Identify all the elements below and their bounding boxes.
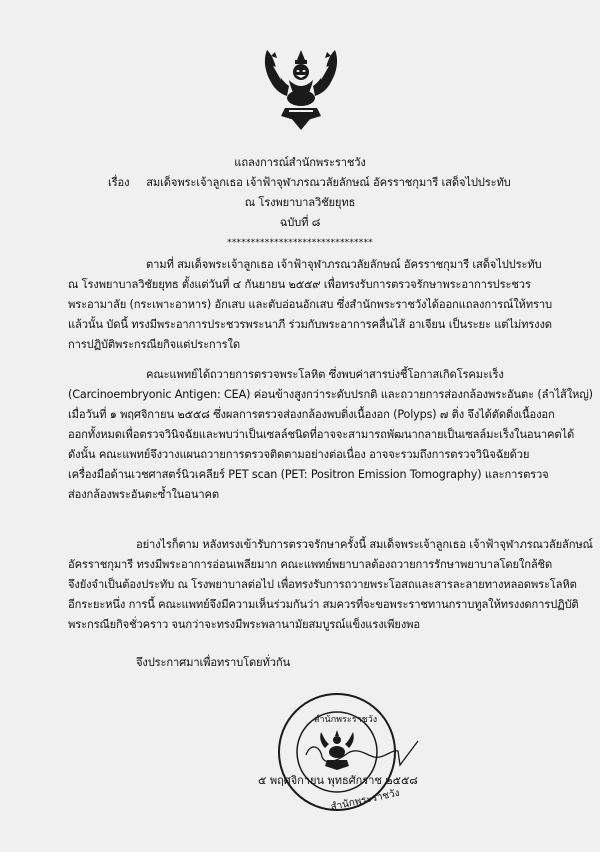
paragraph-1-line-5: การปฏิบัติพระกรณียกิจแต่ประการใด	[68, 338, 240, 351]
paragraph-1-line-2: ณ โรงพยาบาลวิชัยยุทธ ตั้งแต่วันที่ ๔ กันยายน ๒๕๕๙ เพื่อทรงรับการตรวจรักษาพระอาการประชวร	[68, 278, 531, 291]
announcement-title: แถลงการณ์สำนักพระราชวัง	[234, 156, 366, 169]
garuda-emblem-icon	[261, 46, 341, 132]
paragraph-2-line-5: ดังนั้น คณะแพทย์จึงวางแผนถวายการตรวจติดตามอย่างต่อเนื่อง อาจจะรวมถึงการตรวจวินิจฉัยด้วย	[68, 448, 530, 461]
subject-label: เรื่อง	[108, 176, 130, 189]
paragraph-3-line-1: อย่างไรก็ตาม หลังทรงเข้ารับการตรวจรักษาครั้งนี้ สมเด็จพระเจ้าลูกเธอ เจ้าฟ้าจุฬาภรณวลัยลักษณ์	[136, 538, 593, 551]
paragraph-3-line-4: อีกระยะหนึ่ง การนี้ คณะแพทย์จึงมีความเห็นร่วมกันว่า สมควรที่จะขอพระราชทานกราบทูลให้ทรงงดการปฏิบัติ	[68, 598, 579, 611]
paragraph-1-line-4: แล้วนั้น บัดนี้ ทรงมีพระอาการประชวรพระนาภี ร่วมกับพระอาการคลื่นไส้ อาเจียน เป็นระยะ แต่ไม่ทรงงด	[68, 318, 552, 331]
seal-bottom-text: สำนักพระราชวัง	[329, 787, 401, 814]
closing-statement: จึงประกาศมาเพื่อทราบโดยทั่วกัน	[136, 656, 290, 669]
signature-icon	[300, 735, 430, 775]
paragraph-3-line-3: จึงยังจำเป็นต้องประทับ ณ โรงพยาบาลต่อไป เพื่อทรงรับการถวายพระโอสถและสารละลายทางหลอดพระโลหิต	[68, 578, 577, 591]
paragraph-3-line-5: พระกรณียกิจชั่วคราว จนกว่าจะทรงมีพระพลานามัยสมบูรณ์แข็งแรงเพียงพอ	[68, 618, 420, 631]
subject-text: สมเด็จพระเจ้าลูกเธอ เจ้าฟ้าจุฬาภรณวลัยลักษณ์ อัครราชกุมารี เสด็จไปประทับ	[146, 176, 511, 189]
paragraph-2-line-6: เครื่องมือด้านเวชศาสตร์นิวเคลียร์ PET scan (PET: Positron Emission Tomography) และการตรวจ	[68, 468, 549, 481]
paragraph-1-line-1: ตามที่ สมเด็จพระเจ้าลูกเธอ เจ้าฟ้าจุฬาภรณวลัยลักษณ์ อัครราชกุมารี เสด็จไปประทับ	[146, 258, 542, 271]
paragraph-1-line-3: พระอามาลัย (กระเพาะอาหาร) อักเสบ และตับอ่อนอักเสบ ซึ่งสำนักพระราชวังได้ออกแถลงการณ์ให้ทราบ	[68, 298, 552, 311]
seal-top-text: สำนักพระราชวัง	[314, 715, 378, 725]
issue-number: ฉบับที่ ๘	[279, 216, 321, 229]
paragraph-2-line-2: (Carcinoembryonic Antigen: CEA) ค่อนข้างสูงกว่าระดับปรกติ และถวายการส่องกล้องพระอันตะ (ลำไส้ใหญ่)	[68, 388, 593, 401]
paragraph-2-line-4: ออกทั้งหมดเพื่อตรวจวินิจฉัยและพบว่าเป็นเซลล์ชนิดที่อาจจะสามารถพัฒนากลายเป็นเซลล์มะเร็งในอนาคตได้	[68, 428, 575, 441]
paragraph-3-line-2: อัครราชกุมารี ทรงมีพระอาการอ่อนเพลียมาก คณะแพทย์พยาบาลต้องถวายการรักษาพยาบาลโดยใกล้ชิด	[68, 558, 553, 571]
subject-line	[108, 176, 511, 190]
subject-line-2: ณ โรงพยาบาลวิชัยยุทธ	[244, 196, 356, 209]
paragraph-2-line-3: เมื่อวันที่ ๑ พฤศจิกายน ๒๕๕๘ ซึ่งผลการตรวจส่องกล้องพบติ่งเนื้องอก (Polyps) ๗ ติ่ง จึงได้ตัดติ่งเนื้องอก	[68, 408, 555, 421]
separator: *******************************	[227, 238, 373, 248]
paragraph-2-line-7: ส่องกล้องพระอันตะซ้ำในอนาคต	[68, 488, 219, 501]
announcement-date: ๕ พฤศจิกายน พุทธศักราช ๒๕๕๘	[258, 774, 418, 787]
paragraph-2-line-1: คณะแพทย์ได้ถวายการตรวจพระโลหิต ซึ่งพบค่าสารบ่งชี้โอกาสเกิดโรคมะเร็ง	[146, 368, 504, 381]
